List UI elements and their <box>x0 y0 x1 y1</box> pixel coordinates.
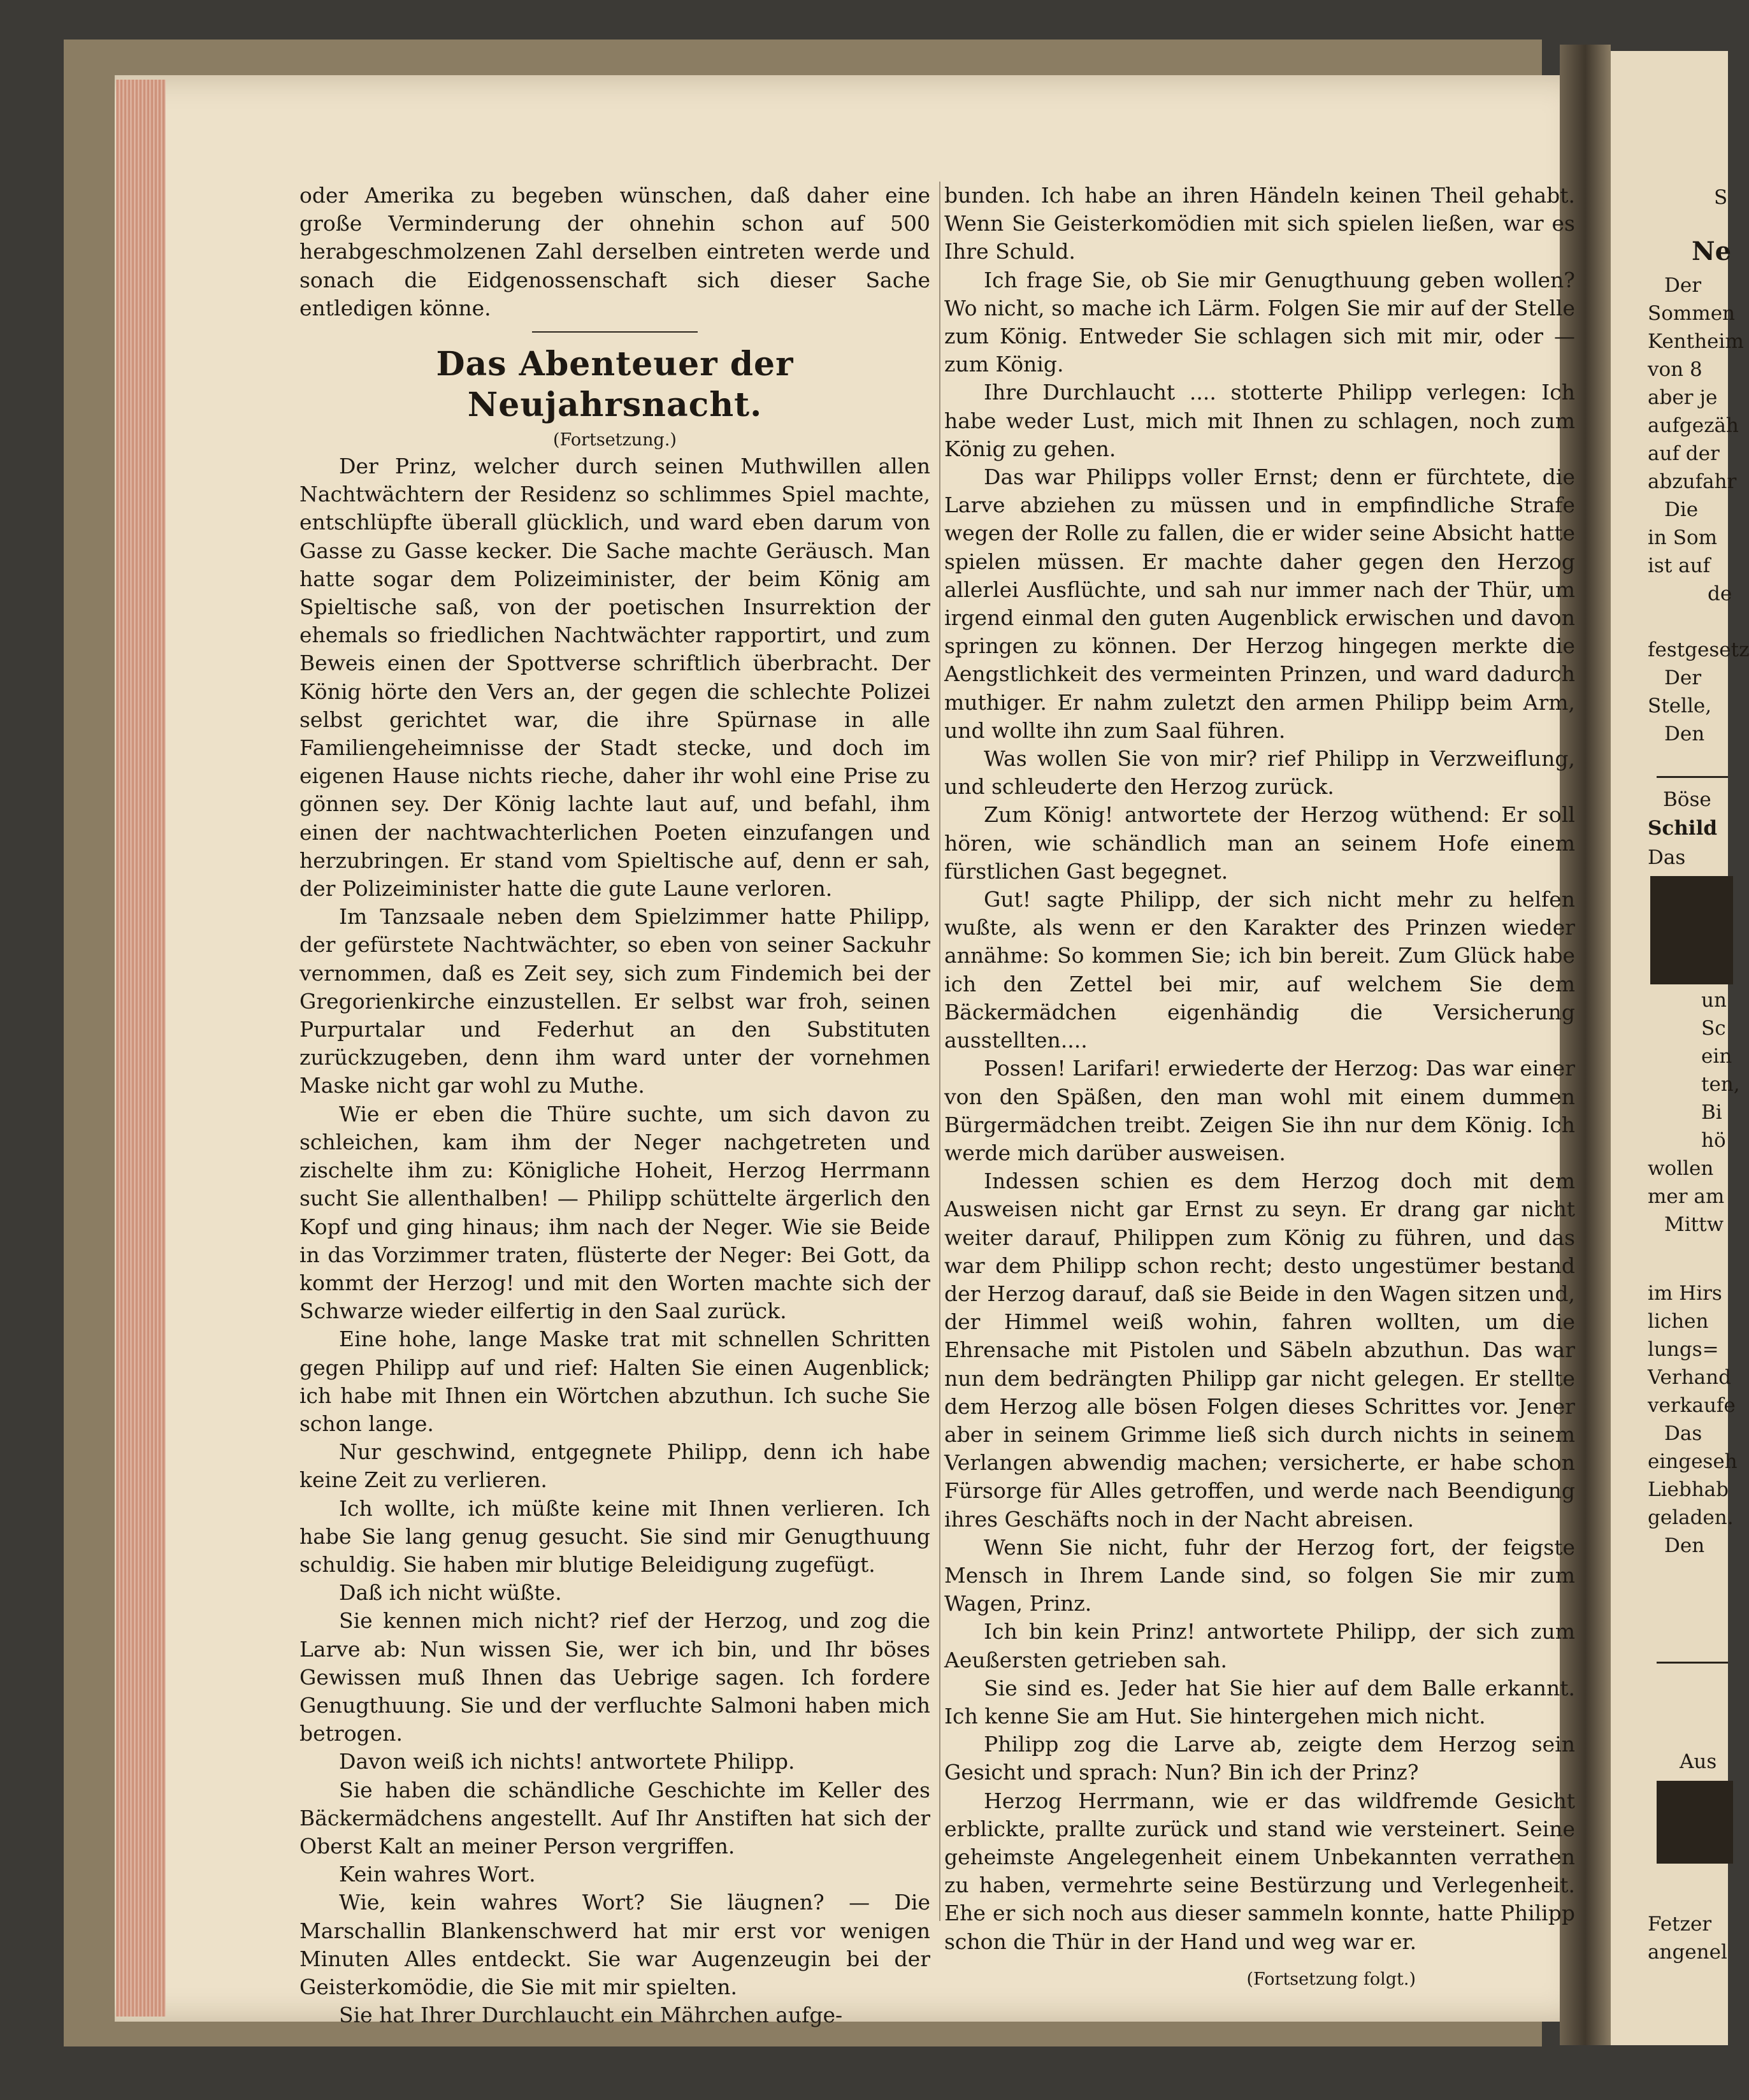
paragraph: Indessen schien es dem Herzog doch mit dem Ausweisen nicht gar Ernst zu seyn. Er drang gar nicht weiter darauf, Philippen zum König zu führen, und das war dem Philipp schon recht; desto ungestümer bestand der Herzog darauf, daß sie Beide in den Wagen sitzen und, der Himmel weiß wohin, fahren wollten, um die Ehrensache mit Pistolen und Säbeln abzuthun. Das war nun dem bedrängten Philipp gar nicht gelegen. Er stellte dem Herzog alle bösen Folgen dieses Schrittes vor. Jener aber in seinem Grimme ließ sich durch nichts in seinem Verlangen abwendig machen; versicherte, er habe schon Fürsorge für Alles getroffen, und werde nach Beendigung ihres Geschäfts noch in der Nacht abreisen. <box>944 1169 1575 1532</box>
next-page-rule <box>1657 1662 1728 1664</box>
paragraph: Eine hohe, lange Maske trat mit schnellen Schritten gegen Philipp auf und rief: Halten Sie einen Augenblick; ich habe mit Ihnen ein Wörtchen abzuthun. Ich suche Sie schon lange. <box>299 1327 930 1436</box>
article-title: Das Abenteuer der Neujahrsnacht. <box>436 345 794 425</box>
next-page-fragment: im Hirs <box>1648 1282 1722 1305</box>
next-page-fragment: verkaufe <box>1648 1394 1736 1417</box>
next-page-fragment: Der <box>1664 666 1702 689</box>
paragraph: Der Prinz, welcher durch seinen Muthwillen allen Nachtwächtern der Residenz so schlimmes Spiel machte, entschlüpfte überall glücklich, und ward eben darum von Gasse zu Gasse kecker. Die Sache machte Geräusch. Man hatte sogar dem Polizeiminister, der beim König am Spieltische saß, von der poetischen Insurrektion der ehemals so friedlichen Nachtwächter rapportirt, und zum Beweis einen der Spottverse schriftlich überbracht. Der König hörte den Vers an, der gegen die schlechte Polizei selbst gerichtet war, die ihre Spürnase in alle Familiengeheimnisse der Stadt stecke, und doch im eigenen Hause nichts rieche, daher ihr wohl eine Prise zu gönnen sey. Der König lachte laut auf, und befahl, ihm einen der nachtwachterlichen Poeten einzufangen und herzubringen. Er stand vom Spieltische auf, denn er sah, der Polizeiminister hatte die gute Laune verloren. <box>299 454 930 902</box>
next-page-fragment: Sc <box>1701 1017 1726 1040</box>
next-page-fragment: Mittw <box>1664 1213 1724 1236</box>
paragraph: Ich bin kein Prinz! antwortete Philipp, der sich zum Aeußersten getrieben sah. <box>944 1619 1575 1672</box>
paragraph: Wie, kein wahres Wort? Sie läugnen? — Die Marschallin Blankenschwerd hat mir erst vor wenigen Minuten Alles entdeckt. Sie war Augenzeugin bei der Geisterkomödie, die Sie mit mir spielten. <box>299 1890 930 1999</box>
paragraph: Daß ich nicht wüßte. <box>339 1580 562 1606</box>
next-page-fragment: ein <box>1701 1045 1732 1068</box>
next-page-fragment: ten, <box>1701 1073 1740 1096</box>
next-page-rule <box>1657 776 1728 778</box>
next-page-fragment: eingeseh <box>1648 1450 1738 1473</box>
page-edge-stack <box>116 80 166 2017</box>
next-page-fragment: abzufahr <box>1648 470 1737 493</box>
paragraph: Philipp zog die Larve ab, zeigte dem Herzog sein Gesicht und sprach: Nun? Bin ich der Prinz? <box>944 1732 1575 1785</box>
paragraph: Sie kennen mich nicht? rief der Herzog, und zog die Larve ab: Nun wissen Sie, wer ich bin, und Ihr böses Gewissen muß Ihnen das Uebrige sagen. Ich fordere Genugthuung. Sie und der verfluchte Salmoni haben mich betrogen. <box>299 1608 930 1746</box>
next-page-fragment: Ne <box>1692 236 1732 266</box>
next-page-fragment: Bi <box>1701 1101 1722 1124</box>
next-page-fragment: un <box>1701 989 1727 1012</box>
next-page-fragment: Das <box>1664 1422 1702 1445</box>
title-rule <box>532 331 698 333</box>
next-page-fragment: Der <box>1664 274 1702 297</box>
paragraph: Was wollen Sie von mir? rief Philipp in Verzweiflung, und schleuderte den Herzog zurück. <box>944 746 1575 800</box>
next-page-fragment: ist auf <box>1648 554 1711 577</box>
next-page-fragment: de <box>1708 582 1732 605</box>
paragraph: Das war Philipps voller Ernst; denn er fürchtete, die Larve abziehen zu müssen und in empfindliche Strafe wegen der Rolle zu fallen, die er wider seine Absicht hatte spielen müssen. Er machte daher gegen den Herzog allerlei Ausflüchte, und sah nur immer nach der Thür, um irgend einmal den guten Augenblick erwischen und davon springen zu können. Der Herzog hingegen merkte die Aengstlichkeit des vermeinten Prinzen, und ward dadurch muthiger. Er nahm zuletzt den armen Philipp beim Arm, und wollte ihn zum Saal führen. <box>944 464 1575 743</box>
next-page-fragment: Den <box>1664 1534 1705 1557</box>
paragraph: Sie haben die schändliche Geschichte im Keller des Bäckermädchens angestellt. Auf Ihr Anstiften hat sich der Oberst Kalt an meiner Person vergriffen. <box>299 1777 930 1859</box>
next-page-fragment: Schild <box>1648 817 1718 840</box>
next-page-fragment: geladen. <box>1648 1506 1734 1529</box>
paragraph: Sie sind es. Jeder hat Sie hier auf dem Balle erkannt. Ich kenne Sie am Hut. Sie hintergehen mich nicht. <box>944 1675 1575 1729</box>
left-column <box>299 182 930 2029</box>
next-page-fragment: Stelle, <box>1648 694 1712 717</box>
next-page-fragment: lichen <box>1648 1310 1709 1333</box>
paragraph: Ihre Durchlaucht .... stotterte Philipp verlegen: Ich habe weder Lust, mich mit Ihnen zu schlagen, noch zum König zu gehen. <box>944 380 1575 461</box>
intro-paragraph: oder Amerika zu begeben wünschen, daß daher eine große Verminderung der ohnehin schon auf 500 herabgeschmolzenen Zahl derselben eintreten werde und sonach die Eidgenossenschaft sich dieser Sache entledigen könne. <box>299 183 930 320</box>
woodcut-image <box>1657 1781 1733 1864</box>
next-page-fragment: auf der <box>1648 442 1720 465</box>
house-woodcut-image <box>1650 876 1733 984</box>
paragraph: Kein wahres Wort. <box>339 1862 536 1887</box>
next-page-fragment: Den <box>1664 723 1705 745</box>
paragraph: Wie er eben die Thüre suchte, um sich davon zu schleichen, kam ihm der Neger nachgetreten und zischelte ihm zu: Königliche Hoheit, Herzog Herrmann sucht Sie allenthalben! — Philipp schüttelte ärgerlich den Kopf und ging hinaus; ihm nach der Neger. Wie sie Beide in das Vorzimmer traten, flüsterte der Neger: Bei Gott, da kommt der Herzog! und mit den Worten machte sich der Schwarze wieder eilfertig in den Saal zurück. <box>299 1101 930 1324</box>
next-page-fragment: aufgezäh <box>1648 414 1739 437</box>
next-page-fragment: Aus <box>1680 1750 1717 1773</box>
next-page-fragment: angenel <box>1648 1941 1727 1964</box>
next-page-fragment: Fetzer <box>1648 1913 1712 1936</box>
paragraph: Possen! Larifari! erwiederte der Herzog: Das war einer von den Späßen, den man wohl mit einem dummen Bürgermädchen treibt. Zeigen Sie ihn nur dem König. Ich werde mich darüber ausweisen. <box>944 1056 1575 1165</box>
next-page-fragment: Verhand <box>1648 1366 1731 1389</box>
paragraph: Nur geschwind, entgegnete Philipp, denn ich habe keine Zeit zu verlieren. <box>299 1439 930 1493</box>
next-page-fragment: lungs= <box>1648 1338 1719 1361</box>
paragraph: Ich wollte, ich müßte keine mit Ihnen verlieren. Ich habe Sie lang genug gesucht. Sie sind mir Genugthuung schuldig. Sie haben mir blutige Beleidigung zugefügt. <box>299 1495 930 1577</box>
next-page-fragment: in Som <box>1648 526 1718 549</box>
paragraph: Herzog Herrmann, wie er das wildfremde Gesicht erblickte, prallte zurück und stand wie versteinert. Seine geheimste Angelegenheit einem Unbekannten verrathen zu haben, vermehrte seine Bestürzung und Verlegenheit. Ehe er sich noch aus dieser sammeln konnte, hatte Philipp schon die Thür in der Hand und weg war er. <box>944 1788 1575 1954</box>
next-page-fragment: Böse <box>1663 788 1711 811</box>
next-page-fragment: hö <box>1701 1129 1726 1152</box>
paragraph: Im Tanzsaale neben dem Spielzimmer hatte Philipp, der gefürstete Nachtwächter, so eben von seiner Sackuhr vernommen, daß es Zeit sey, sich zum Findemich bei der Gregorienkirche einzustellen. Er selbst war froh, seinen Purpurtalar und Federhut an den Substituten zurückzugeben, denn ihm ward unter der vornehmen Maske nicht gar wohl zu Muthe. <box>299 904 930 1098</box>
next-page-fragment: Das <box>1648 846 1686 869</box>
paragraph: Davon weiß ich nichts! antwortete Philipp. <box>339 1749 795 1774</box>
paragraph: Sie hat Ihrer Durchlaucht ein Mährchen aufge- <box>339 2003 843 2028</box>
next-page-fragment: mer am <box>1648 1185 1725 1208</box>
paragraph: Gut! sagte Philipp, der sich nicht mehr zu helfen wußte, als wenn er den Karakter des Prinzen wieder annähme: So kommen Sie; ich bin bereit. Zum Glück habe ich den Zettel bei mir, auf welchem Sie dem Bäckermädchen eigenhändig die Versicherung ausstellten.... <box>944 887 1575 1053</box>
next-page-fragment: wollen <box>1648 1157 1714 1180</box>
article-subtitle: (Fortsetzung.) <box>553 430 677 450</box>
column-divider <box>939 182 940 1921</box>
paragraph: bunden. Ich habe an ihren Händeln keinen Theil gehabt. Wenn Sie Geisterkomödien mit sich spielen ließen, war es Ihre Schuld. <box>944 183 1575 264</box>
next-page-fragment: Die <box>1664 498 1699 521</box>
right-column <box>944 182 1575 1996</box>
continuation-note: (Fortsetzung folgt.) <box>1246 1969 1416 1989</box>
next-page-fragment: S <box>1714 186 1728 209</box>
next-page-fragment: Liebhab <box>1648 1478 1729 1501</box>
paragraph: Zum König! antwortete der Herzog wüthend: Er soll hören, wie schändlich man an seinem Hofe einem fürstlichen Gast begegnet. <box>944 802 1575 884</box>
next-page-fragment: Sommen <box>1648 302 1736 325</box>
next-page-fragment: aber je <box>1648 386 1718 409</box>
paragraph: Wenn Sie nicht, fuhr der Herzog fort, der feigste Mensch in Ihrem Lande sind, so folgen Sie mir zum Wagen, Prinz. <box>944 1534 1575 1616</box>
paragraph: Ich frage Sie, ob Sie mir Genugthuung geben wollen? Wo nicht, so mache ich Lärm. Folgen Sie mir auf der Stelle zum König. Entweder Sie schlagen sich mit mir, oder — zum König. <box>944 267 1575 377</box>
next-page-fragment: Kentheim <box>1648 330 1744 353</box>
next-page-fragment: von 8 <box>1648 358 1702 381</box>
next-page-fragment: festgesetz <box>1648 638 1749 661</box>
